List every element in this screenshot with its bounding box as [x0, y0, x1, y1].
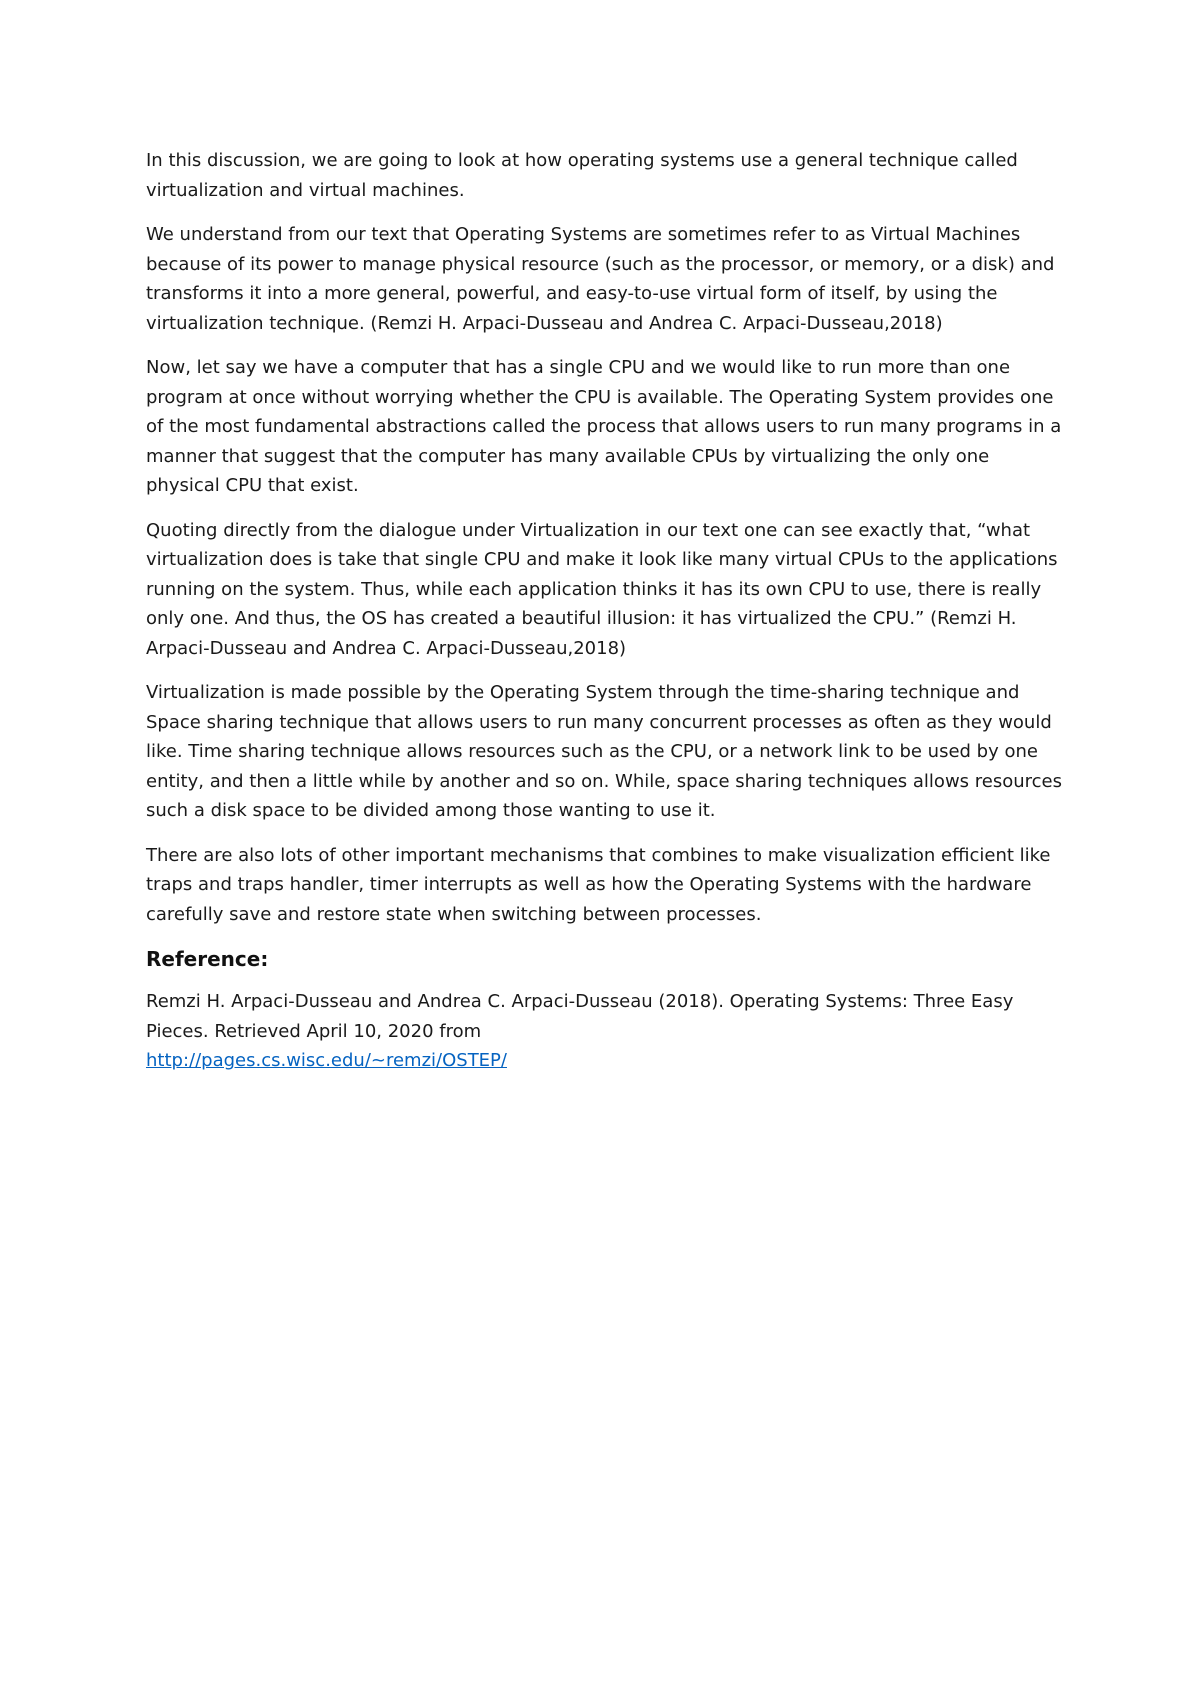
paragraph-virtual-machines: We understand from our text that Operating Systems are sometimes refer to as Virtual Machines because of its power to manage physical resource (such as the processor, or memory, or a disk) and transforms it into a more general, powerful, and easy-to-use virtual form of itself, by using the virtualization technique. (Remzi H. Arpaci-Dusseau and Andrea C. Arpaci-Dusseau,2018)	[146, 224, 1055, 334]
reference-heading: Reference:	[146, 947, 269, 971]
paragraph-time-space-sharing: Virtualization is made possible by the Operating System through the time-sharing technique and Space sharing technique that allows users to run many concurrent processes as often as they would like. Time sharing technique allows resources such as the CPU, or a network link to be used by one entity, and then a little while by another and so on. While, space sharing techniques allows resources such a disk space to be divided among those wanting to use it.	[146, 682, 1062, 821]
paragraph-single-cpu: Now, let say we have a computer that has a single CPU and we would like to run more than one program at once without worrying whether the CPU is available. The Operating System provides one of the most fundamental abstractions called the process that allows users to run many programs in a manner that suggest that the computer has many available CPUs by virtualizing the only one physical CPU that exist.	[146, 357, 1062, 496]
reference-link[interactable]: http://pages.cs.wisc.edu/~remzi/OSTEP/	[146, 1050, 507, 1071]
paragraph-intro: In this discussion, we are going to look at how operating systems use a general technique called virtualization and virtual machines.	[146, 150, 1018, 201]
paragraph-mechanisms: There are also lots of other important mechanisms that combines to make visualization efficient like traps and traps handler, timer interrupts as well as how the Operating Systems with the hardware carefully save and restore state when switching between processes.	[146, 844, 1051, 925]
paragraph-quote: Quoting directly from the dialogue under Virtualization in our text one can see exactly that, “what virtualization does is take that single CPU and make it look like many virtual CPUs to the applications running on the system. Thus, while each application thinks it has its own CPU to use, there is really only one. And thus, the OS has created a beautiful illusion: it has virtualized the CPU.” (Remzi H. Arpaci-Dusseau and Andrea C. Arpaci-Dusseau,2018)	[146, 519, 1058, 659]
document-body	[146, 146, 1064, 1076]
reference-citation: Remzi H. Arpaci-Dusseau and Andrea C. Arpaci-Dusseau (2018). Operating Systems: Three Easy Pieces. Retrieved April 10, 2020 from	[146, 991, 1014, 1042]
reference-entry	[146, 987, 1064, 1076]
